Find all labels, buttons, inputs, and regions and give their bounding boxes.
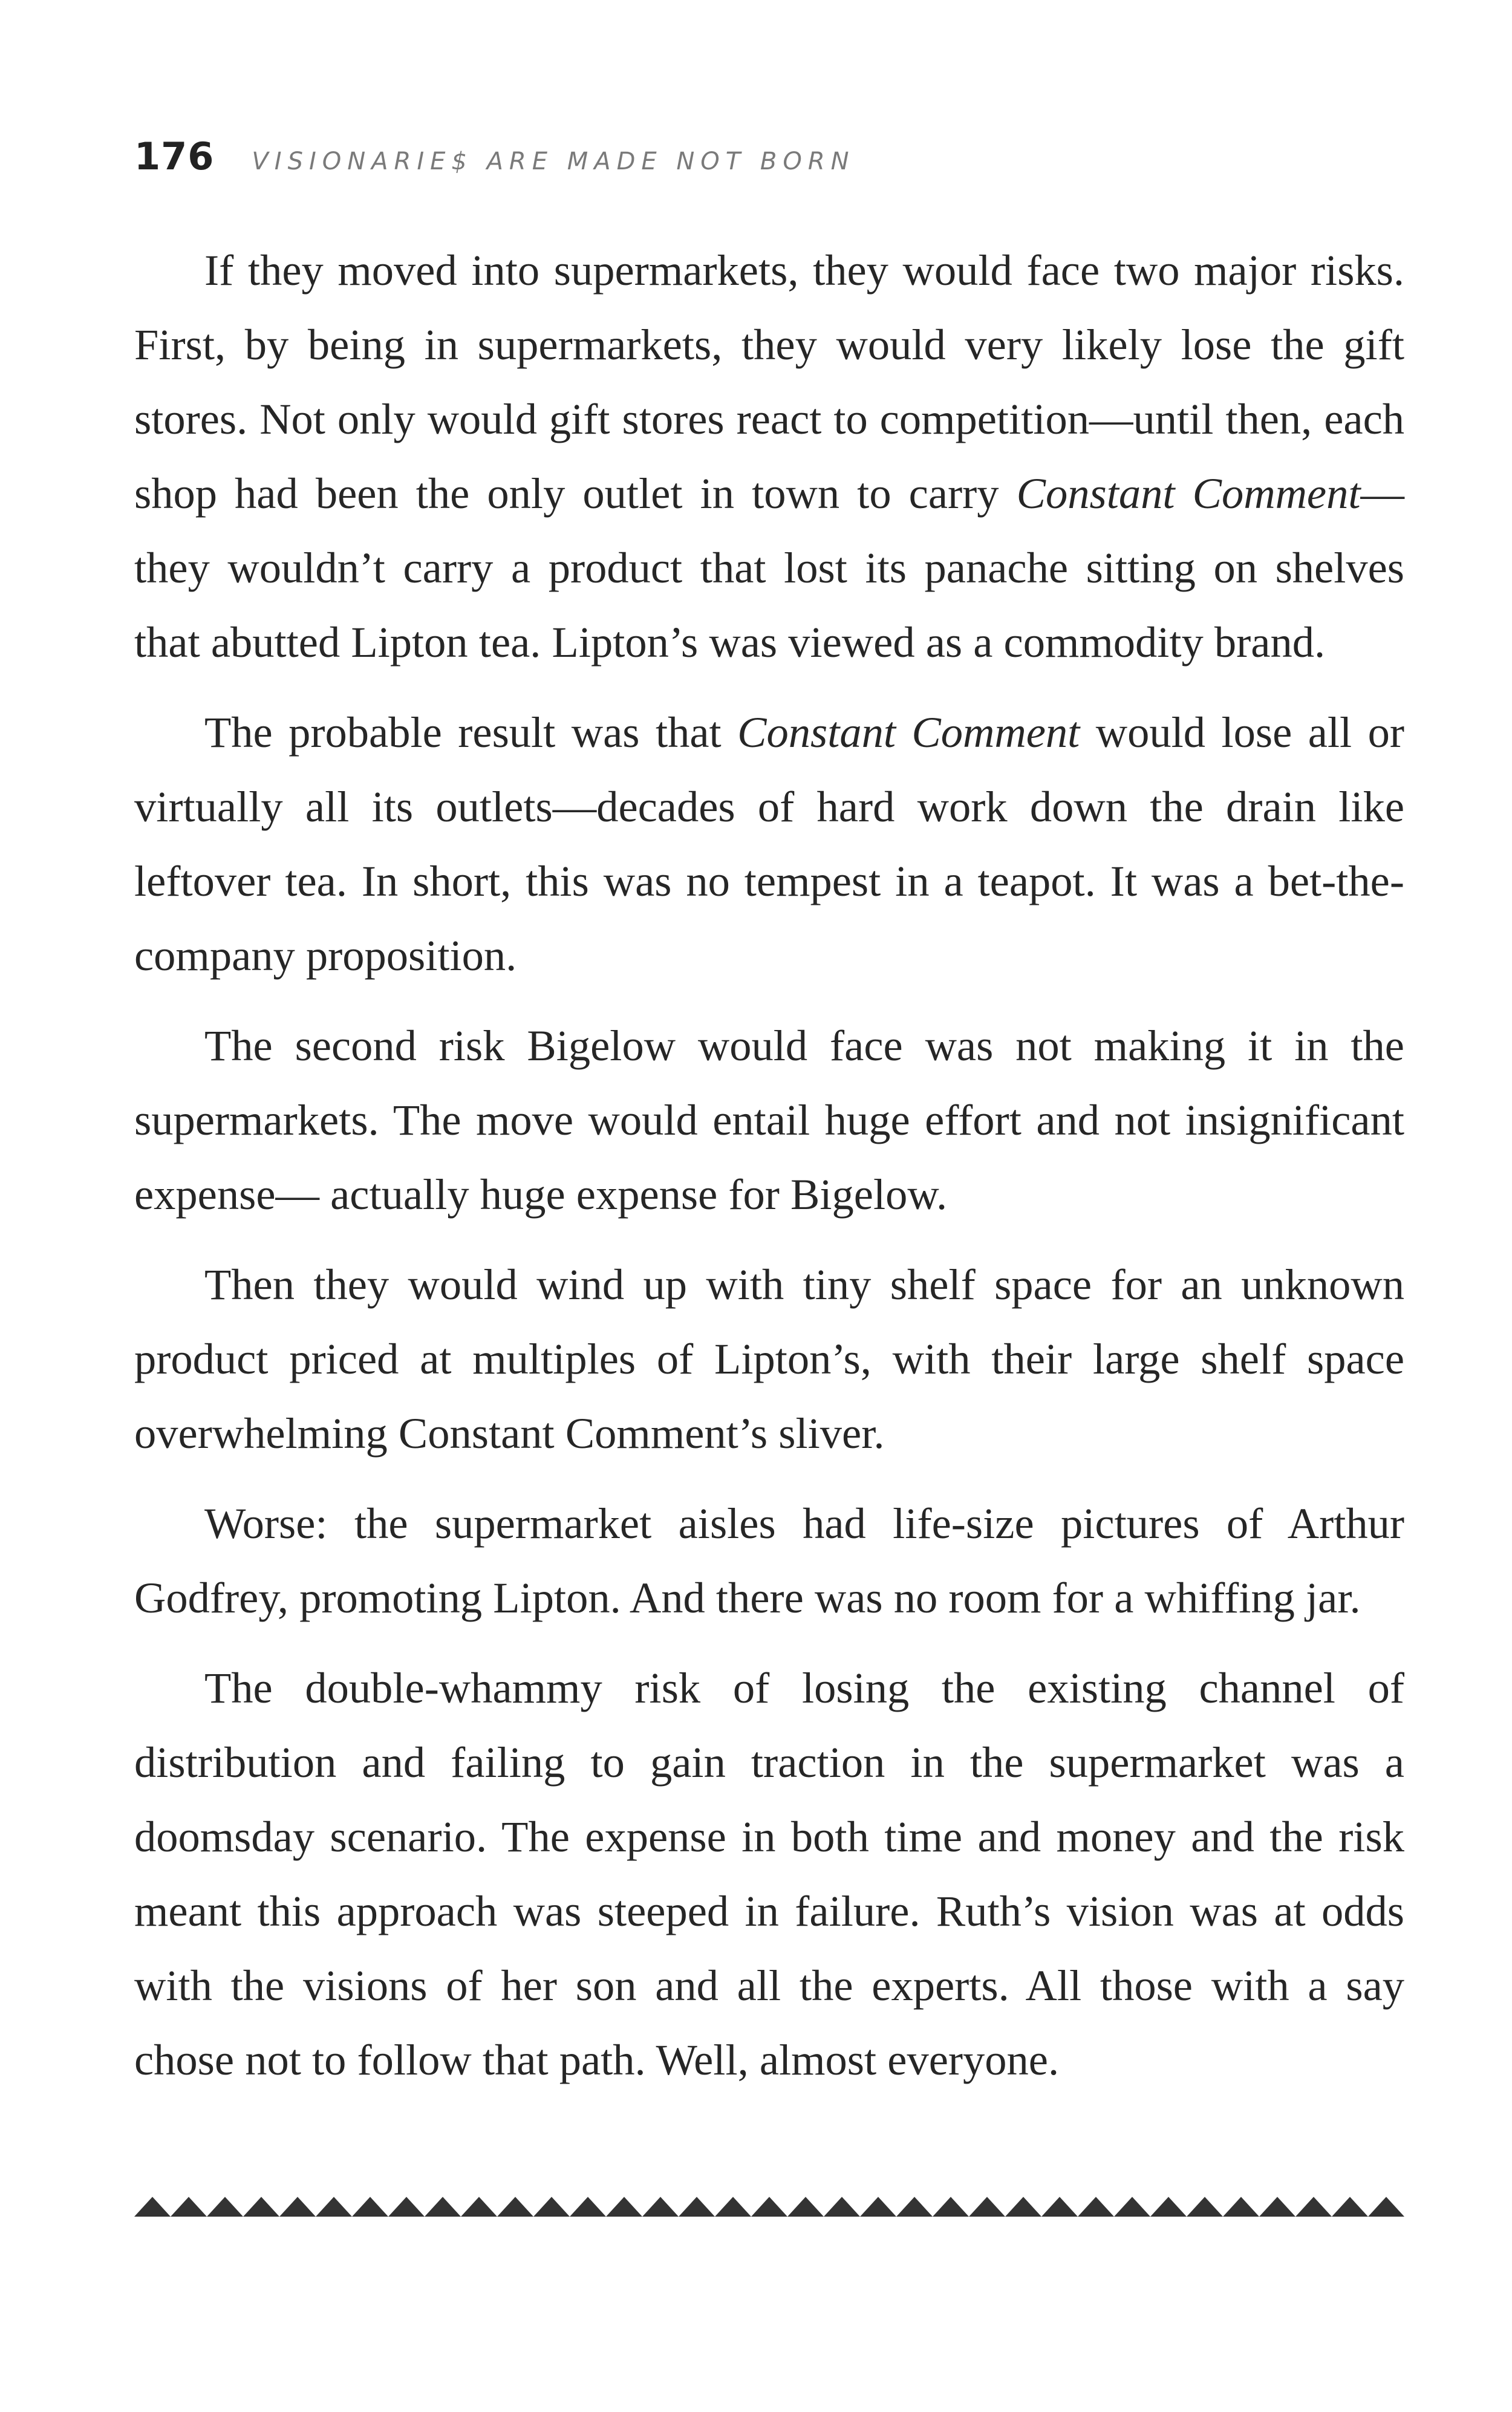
triangle-row-divider-icon — [134, 2192, 1404, 2217]
paragraph — [134, 1247, 1404, 1470]
body-text — [134, 233, 1404, 2113]
paragraph — [134, 695, 1404, 993]
paragraph-text: would lose all or virtually all its outlets—decades of hard work down the drain like leftover tea. In short, this was no tempest in a teapot. It was a bet-the-company proposition. — [134, 708, 1404, 980]
running-title: VISIONARIE$ ARE MADE NOT BORN — [252, 148, 855, 175]
paragraph — [134, 233, 1404, 679]
paragraph-text: Then they would wind up with tiny shelf space for an unknown product priced at multiples of Lipton’s, with their large shelf space overwhelming Constant Comment’s sliver. — [134, 1260, 1404, 1458]
paragraph-text: The double-whammy risk of losing the existing channel of distribution and failing to gain traction in the supermarket was a doomsday scenario. The expense in both time and money and the risk meant this approach was steeped in failure. Ruth’s vision was at odds with the visions of her son and all the experts. All those with a say chose not to follow that path. Well, almost everyone. — [134, 1663, 1404, 2084]
paragraph — [134, 1486, 1404, 1635]
page-number: 176 — [134, 134, 215, 178]
triangle-row-shape — [134, 2197, 1404, 2217]
paragraph-text: The second risk Bigelow would face was not making it in the supermarkets. The move would entail huge effort and not insignificant expense— actually huge expense for Bigelow. — [134, 1021, 1404, 1219]
paragraph-text: The probable result was that — [204, 708, 738, 757]
paragraph-text: If they moved into supermarkets, they would face two major risks. First, by being in supermarkets, they would very likely lose the gift stores. Not only would gift stores react to competition—until then, each shop had been the only outlet in town to carry — [134, 246, 1404, 518]
italic-title-text: Constant Comment — [1016, 469, 1361, 518]
page-header — [134, 134, 855, 189]
italic-title-text: Constant Comment — [737, 708, 1080, 757]
paragraph — [134, 1651, 1404, 2097]
paragraph — [134, 1008, 1404, 1231]
paragraph-text: Worse: the supermarket aisles had life-size pictures of Arthur Godfrey, promoting Lipton. And there was no room for a whiffing jar. — [134, 1499, 1404, 1622]
paragraph-text: —they wouldn’t carry a product that lost its panache sitting on shelves that abutted Lipton tea. Lipton’s was viewed as a commodity brand. — [134, 469, 1404, 667]
